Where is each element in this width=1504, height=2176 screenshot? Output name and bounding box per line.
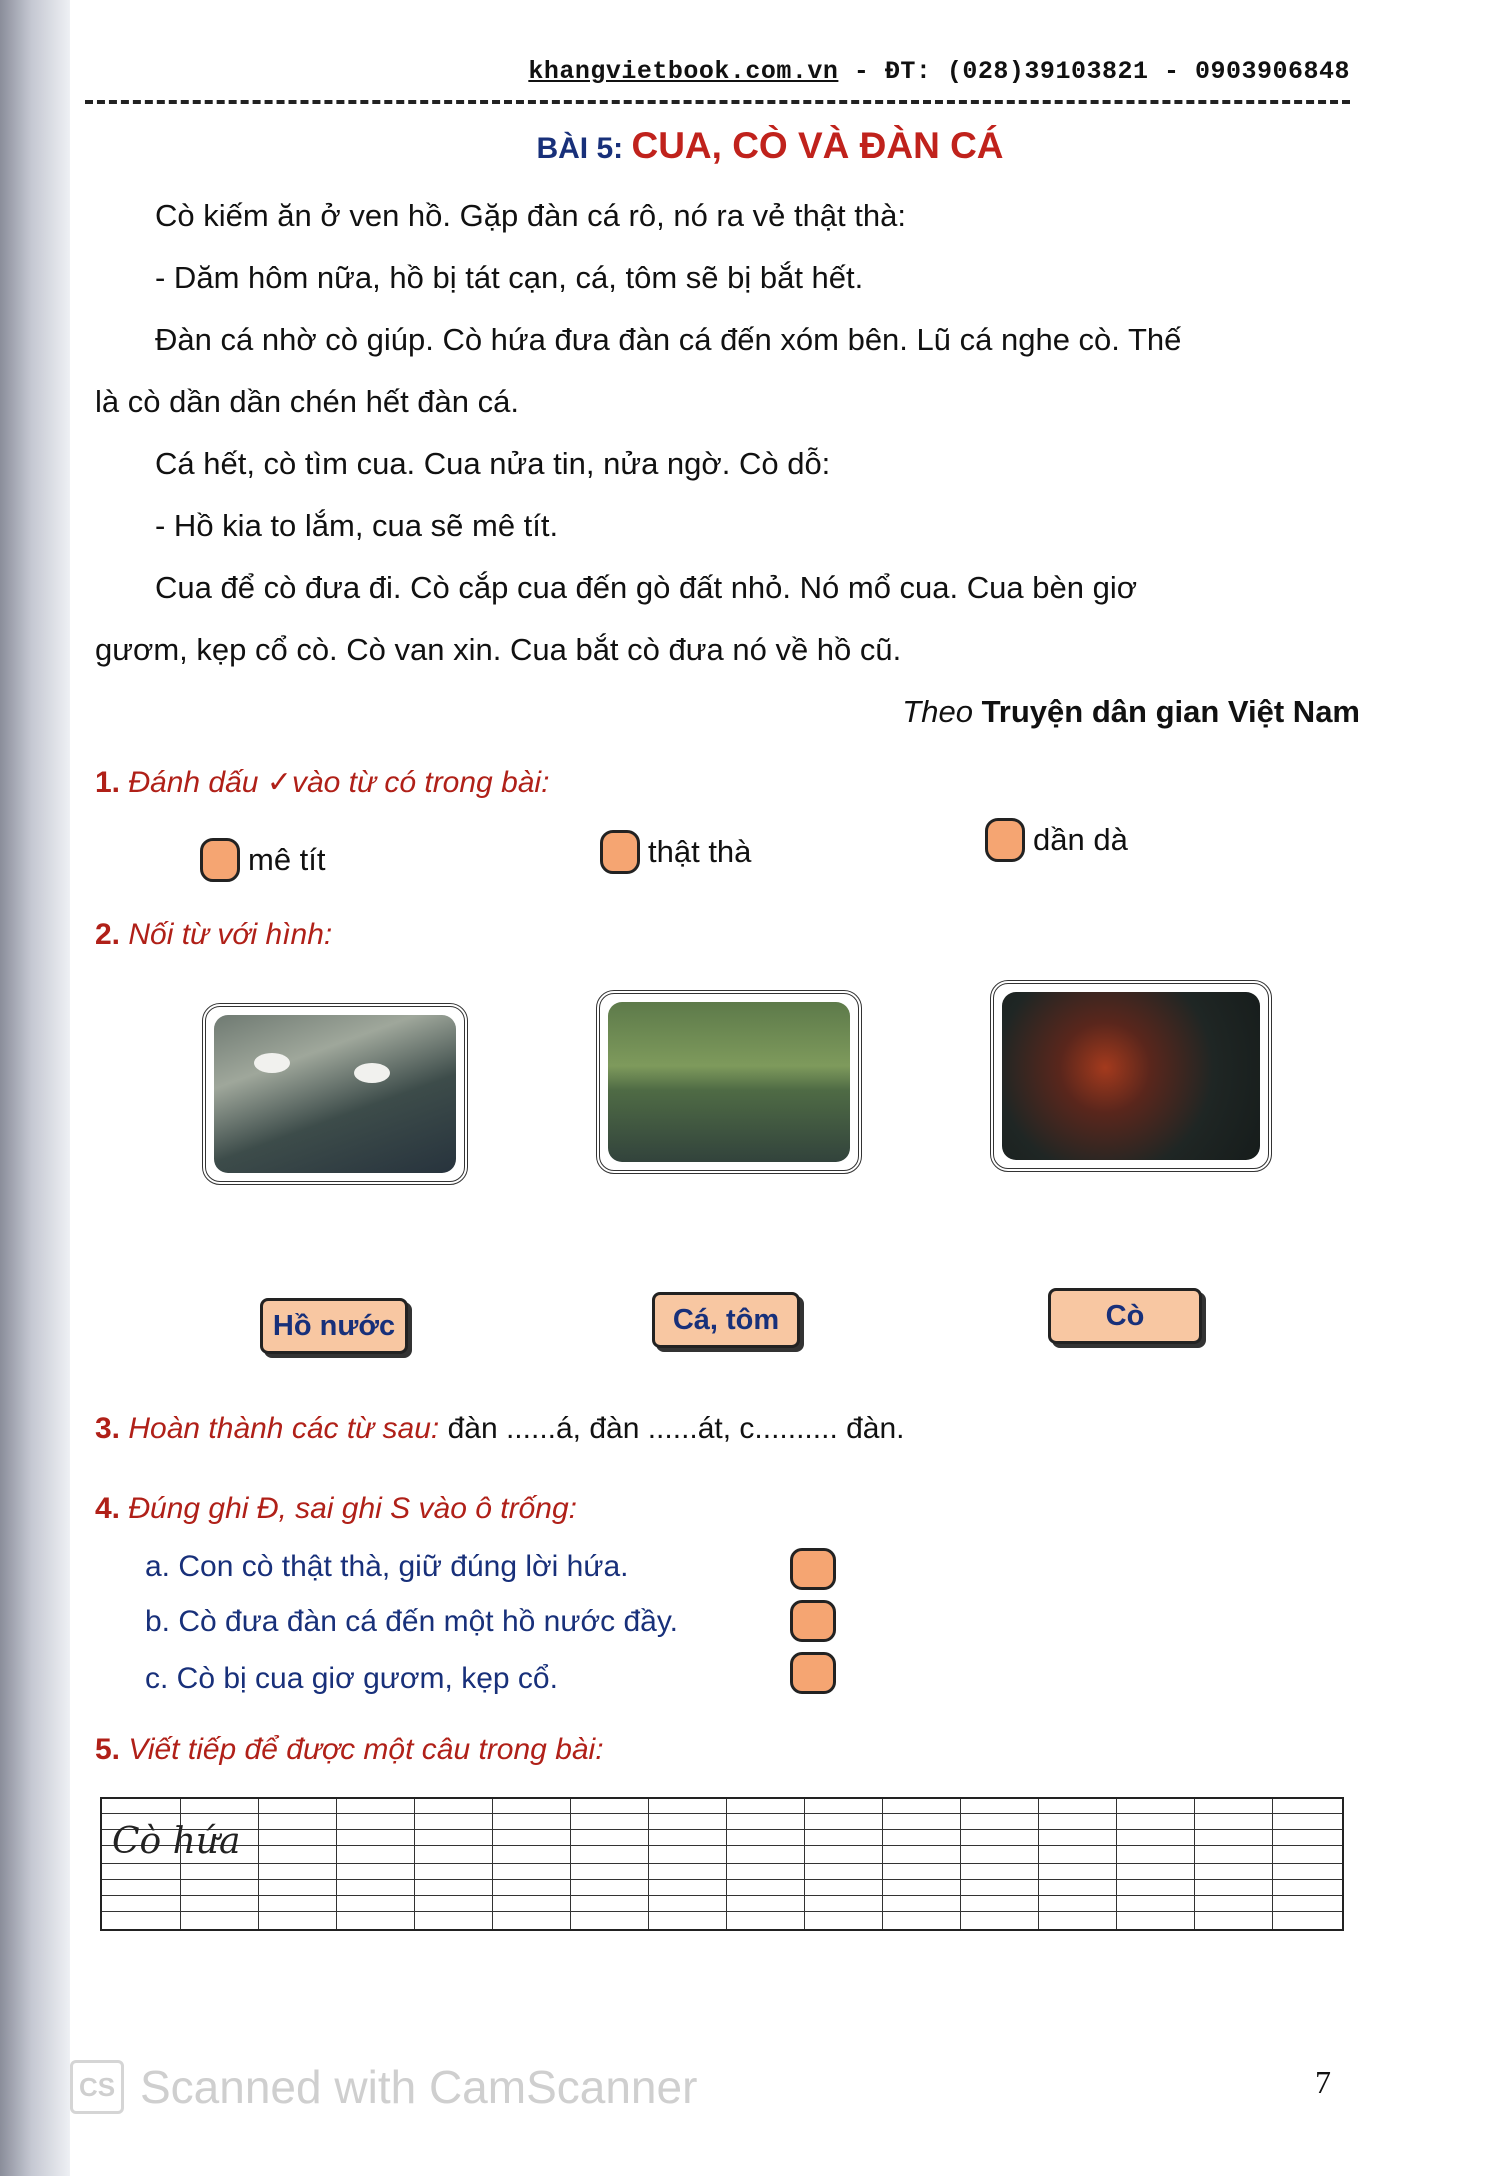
grid-line xyxy=(258,1799,259,1929)
header-dashed-rule xyxy=(85,100,1350,104)
grid-line xyxy=(102,1879,1342,1880)
book-binding-shadow xyxy=(0,0,70,2176)
story-text xyxy=(95,185,1360,743)
story-paragraph: Cò kiếm ăn ở ven hồ. Gặp đàn cá rô, nó ra vẻ thật thà: xyxy=(155,198,906,233)
grid-line xyxy=(102,1813,1342,1814)
photo-pond[interactable] xyxy=(596,990,862,1174)
scanner-text: Scanned with CamScanner xyxy=(140,2061,698,2113)
scanner-watermark xyxy=(70,2060,697,2114)
source-theo: Theo xyxy=(902,694,973,729)
lesson-title xyxy=(70,125,1470,167)
story-paragraph: Đàn cá nhờ cò giúp. Cò hứa đưa đàn cá đến xóm bên. Lũ cá nghe cò. Thế xyxy=(155,322,1182,357)
option-label: dần dà xyxy=(1033,822,1128,857)
header-contact xyxy=(528,57,1350,86)
fish-image xyxy=(1002,992,1260,1160)
question-number: 5. xyxy=(95,1733,121,1766)
story-paragraph: là cò dần dần chén hết đàn cá. xyxy=(95,384,519,419)
grid-line xyxy=(1116,1799,1117,1929)
statement-c: c. Cò bị cua giơ gươm, kẹp cổ. xyxy=(145,1662,558,1695)
header-sep: - ĐT: xyxy=(838,57,947,86)
grid-line xyxy=(102,1829,1342,1830)
answer-box-c[interactable] xyxy=(790,1652,836,1694)
stork-shape xyxy=(354,1063,390,1083)
question-number: 3. xyxy=(95,1412,121,1445)
question-3 xyxy=(95,1412,905,1446)
grid-line xyxy=(1038,1799,1039,1929)
fill-in-blanks[interactable]: đàn ......á, đàn ......át, c.......... đàn. xyxy=(439,1412,905,1445)
pond-image xyxy=(608,1002,850,1162)
story-source xyxy=(95,681,1360,743)
grid-line xyxy=(1194,1799,1195,1929)
statement-a: a. Con cò thật thà, giữ đúng lời hứa. xyxy=(145,1550,629,1583)
storks-image xyxy=(214,1015,456,1173)
page-header xyxy=(85,55,1350,95)
question-text: Đúng ghi Đ, sai ghi S vào ô trống: xyxy=(120,1492,577,1525)
option-me-tit[interactable] xyxy=(200,838,326,882)
story-paragraph: gươm, kẹp cổ cò. Cò van xin. Cua bắt cò đưa nó về hồ cũ. xyxy=(95,632,902,667)
question-text: Nối từ với hình: xyxy=(120,918,333,951)
answer-box-b[interactable] xyxy=(790,1600,836,1642)
story-paragraph: - Dăm hôm nữa, hồ bị tát cạn, cá, tôm sẽ bị bắt hết. xyxy=(155,260,864,295)
grid-line xyxy=(726,1799,727,1929)
grid-line xyxy=(648,1799,649,1929)
question-text: Đánh dấu ✓vào từ có trong bài: xyxy=(120,766,550,799)
option-label: thật thà xyxy=(648,834,752,869)
source-reference: Truyện dân gian Việt Nam xyxy=(972,694,1360,729)
question-2 xyxy=(95,918,332,952)
grid-line xyxy=(102,1895,1342,1896)
question-4 xyxy=(95,1492,577,1526)
grid-line xyxy=(336,1799,337,1929)
photo-fish[interactable] xyxy=(990,980,1272,1172)
tag-co[interactable]: Cò xyxy=(1048,1288,1202,1344)
question-number: 1. xyxy=(95,766,121,799)
page-number: 7 xyxy=(1315,2064,1331,2100)
grid-line xyxy=(102,1845,1342,1846)
grid-line xyxy=(960,1799,961,1929)
grid-line xyxy=(102,1863,1342,1864)
checkbox-oval[interactable] xyxy=(985,818,1025,862)
question-5 xyxy=(95,1733,604,1767)
checkbox-oval[interactable] xyxy=(600,830,640,874)
story-paragraph: - Hồ kia to lắm, cua sẽ mê tít. xyxy=(155,508,559,543)
statement-b: b. Cò đưa đàn cá đến một hồ nước đầy. xyxy=(145,1605,678,1638)
option-dan-da[interactable] xyxy=(985,818,1128,862)
tag-ca-tom[interactable]: Cá, tôm xyxy=(652,1292,800,1348)
grid-line xyxy=(570,1799,571,1929)
lesson-name: CUA, CÒ VÀ ĐÀN CÁ xyxy=(631,125,1004,166)
question-1 xyxy=(95,765,549,800)
grid-line xyxy=(414,1799,415,1929)
question-text: Hoàn thành các từ sau: xyxy=(120,1412,440,1445)
option-that-tha[interactable] xyxy=(600,830,751,874)
answer-box-a[interactable] xyxy=(790,1548,836,1590)
handwritten-start: Cò hứa xyxy=(112,1821,241,1862)
lesson-label: BÀI 5: xyxy=(536,132,632,165)
option-label: mê tít xyxy=(248,842,326,877)
grid-line xyxy=(180,1799,181,1929)
stork-shape xyxy=(254,1053,290,1073)
grid-line xyxy=(1272,1799,1273,1929)
camscanner-logo-icon: CS xyxy=(70,2060,124,2114)
story-paragraph: Cá hết, cò tìm cua. Cua nửa tin, nửa ngờ. Cò dỗ: xyxy=(155,446,831,481)
tag-ho-nuoc[interactable]: Hồ nước xyxy=(260,1298,408,1354)
worksheet-page xyxy=(70,0,1504,2176)
question-number: 4. xyxy=(95,1492,121,1525)
photo-storks[interactable] xyxy=(202,1003,468,1185)
grid-line xyxy=(804,1799,805,1929)
grid-line xyxy=(492,1799,493,1929)
header-url: khangvietbook.com.vn xyxy=(528,57,839,86)
grid-line xyxy=(102,1911,1342,1912)
grid-line xyxy=(882,1799,883,1929)
question-number: 2. xyxy=(95,918,121,951)
writing-grid[interactable] xyxy=(100,1797,1344,1931)
checkbox-oval[interactable] xyxy=(200,838,240,882)
header-phone: (028)39103821 - 0903906848 xyxy=(946,57,1350,86)
story-paragraph: Cua để cò đưa đi. Cò cắp cua đến gò đất nhỏ. Nó mổ cua. Cua bèn giơ xyxy=(155,570,1138,605)
question-text: Viết tiếp để được một câu trong bài: xyxy=(120,1733,604,1766)
